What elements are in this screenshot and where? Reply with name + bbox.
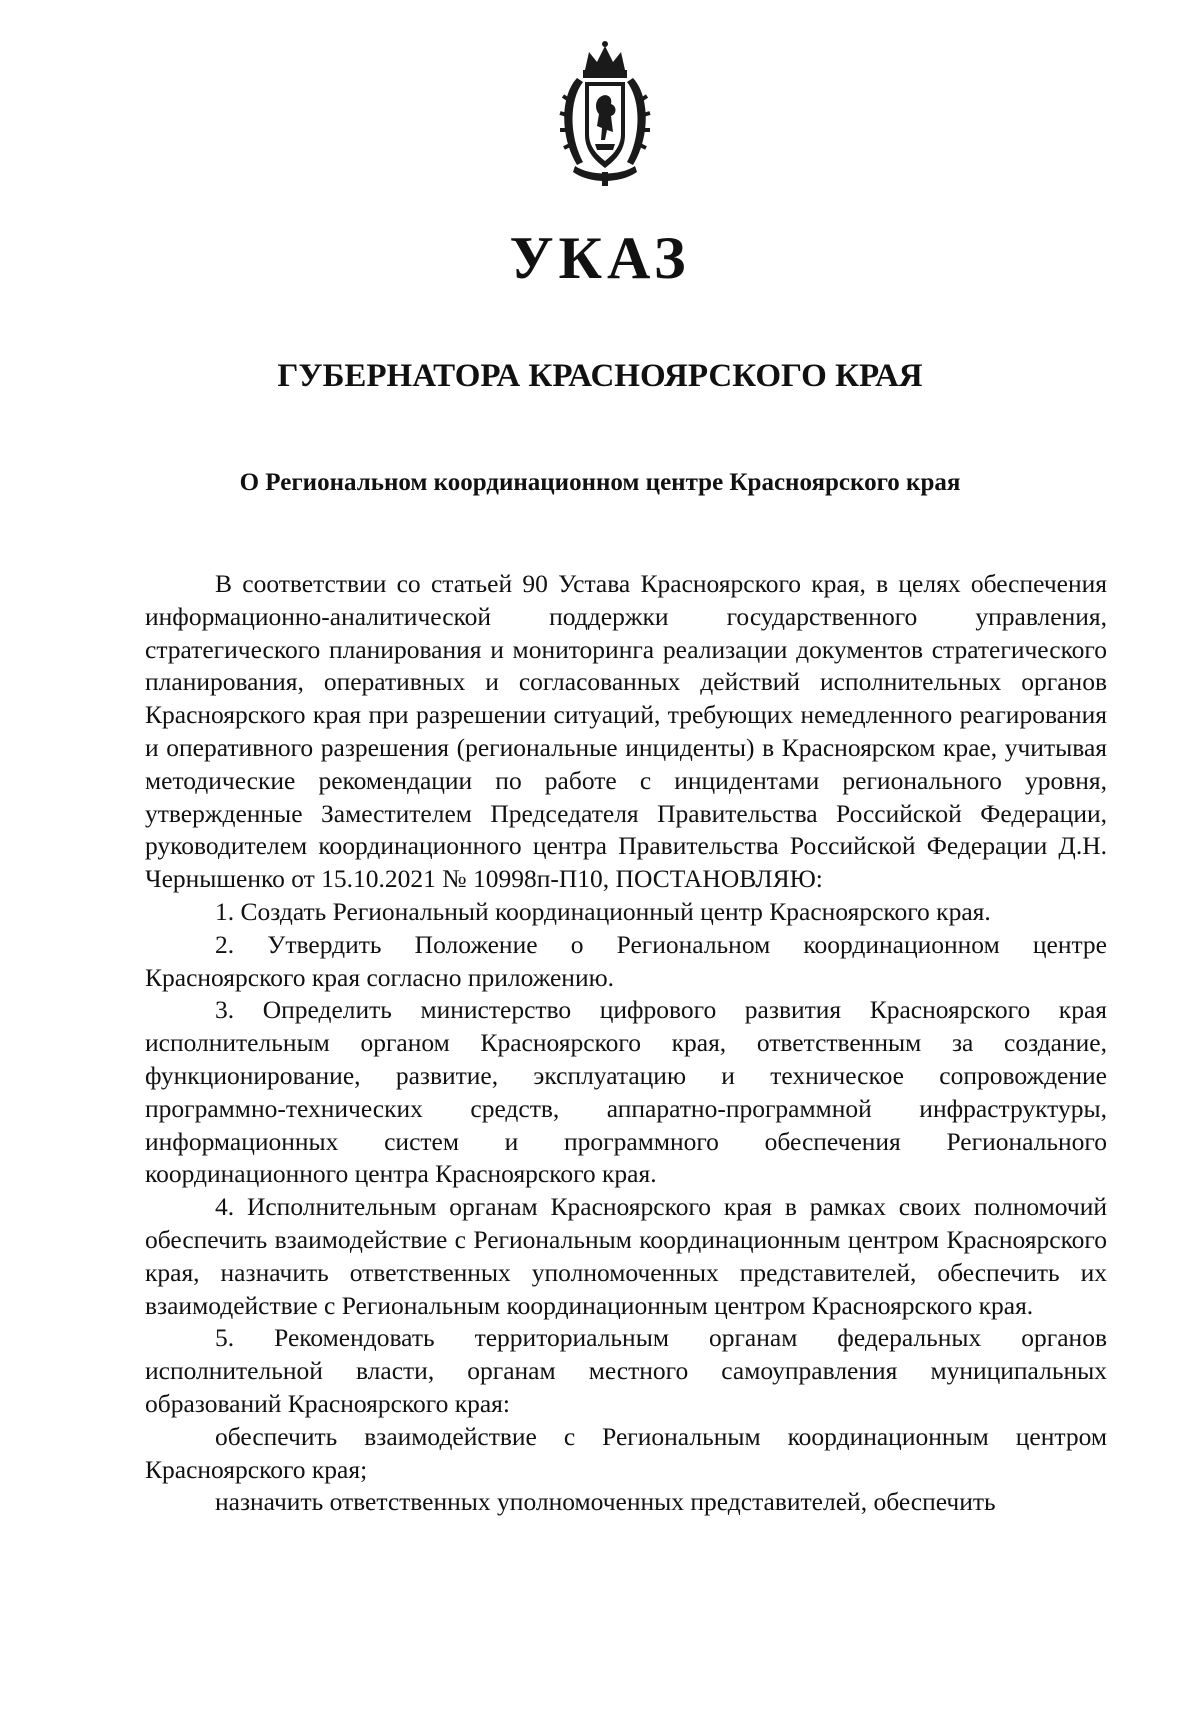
clause-5-subitem-2: назначить ответственных уполномоченных представителей, обеспечить xyxy=(215,1487,996,1517)
document-body xyxy=(145,568,1107,1519)
clause-3: 3. Определить министерство цифрового развития Красноярского края исполнительным органом Красноярского края, ответственным за создание, функционирование, развитие, эксплуатацию и техническое сопровождение программно-технических средств, аппаратно-программной инфраструктуры, информационных систем и программного обеспечения Регионального координационного центра Красноярского края. xyxy=(145,995,1107,1189)
clause-5: 5. Рекомендовать территориальным органам федеральных органов исполнительной власти, органам местного самоуправления муниципальных образований Красноярского края: xyxy=(145,1323,1107,1418)
document-name: О Региональном координационном центре Красноярского края xyxy=(239,469,961,496)
clause-2: 2. Утвердить Положение о Региональном координационном центре Красноярского края согласно приложению. xyxy=(145,929,1107,992)
issuer-title: ГУБЕРНАТОРА КРАСНОЯРСКОГО КРАЯ xyxy=(277,358,923,394)
clause-1: 1. Создать Региональный координационный центр Красноярского края. xyxy=(215,896,991,926)
page-title: УКАЗ xyxy=(509,225,691,291)
clause-5-subitem-1: обеспечить взаимодействие с Региональным координационным центром Красноярского края; xyxy=(145,1421,1107,1484)
coat-of-arms-icon xyxy=(555,40,655,190)
clause-4: 4. Исполнительным органам Красноярского края в рамках своих полномочий обеспечить взаимодействие с Региональным координационным центром Красноярского края, назначить ответственных уполномоченных представителей, обеспечить их взаимодействие с Региональным координационным центром Красноярского края. xyxy=(145,1192,1107,1320)
preamble-paragraph: В соответствии со статьей 90 Устава Красноярского края, в целях обеспечения информационно-аналитической поддержки государственного управления, стратегического планирования и мониторинга реализации документов стратегического планирования, оперативных и согласованных действий исполнительных органов Красноярского края при разрешении ситуаций, требующих немедленного реагирования и оперативного разрешения (региональные инциденты) в Красноярском крае, учитывая методические рекомендации по работе с инцидентами регионального уровня, утвержденные Заместителем Председателя Правительства Российской Федерации, руководителем координационного центра Правительства Российской Федерации Д.Н. Чернышенко от 15.10.2021 № 10998п-П10, ПОСТАНОВЛЯЮ: xyxy=(145,569,1107,894)
